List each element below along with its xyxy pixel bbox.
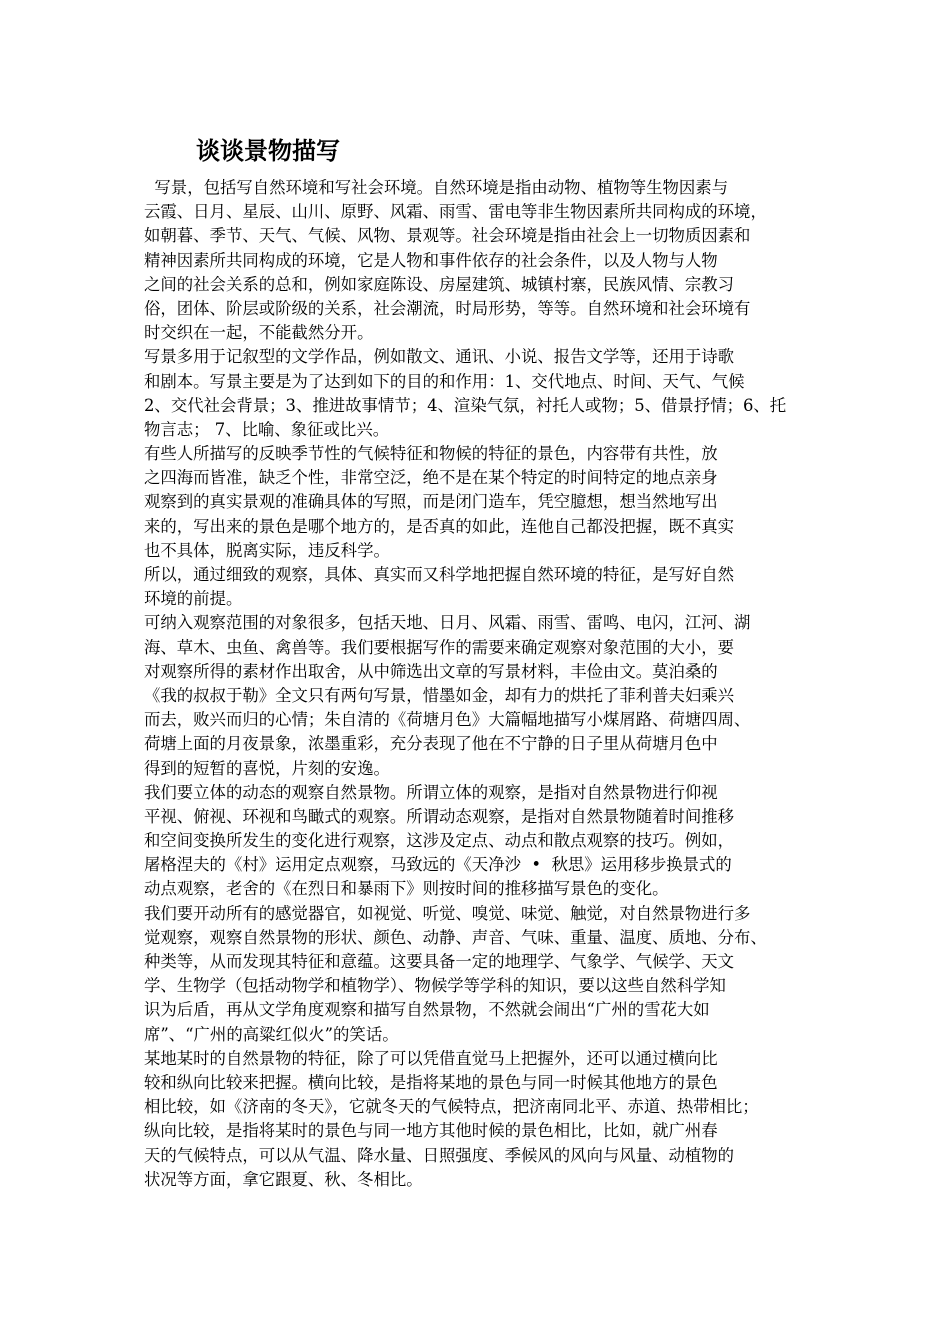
text-line: 平视、俯视、环视和鸟瞰式的观察。所谓动态观察，是指对自然景物随着时间推移 xyxy=(144,806,735,826)
text-line: 而去，败兴而归的心情；朱自清的《荷塘月色》大篇幅地描写小煤屑路、荷塘四周、 xyxy=(144,710,751,730)
text-line: 环境的前提。 xyxy=(144,589,243,609)
text-line: 和空间变换所发生的变化进行观察，这涉及定点、动点和散点观察的技巧。例如， xyxy=(144,831,735,851)
paragraph xyxy=(144,1047,824,1192)
text-line: 《我的叔叔于勒》全文只有两句写景，惜墨如金，却有力的烘托了菲利普夫妇乘兴 xyxy=(144,685,735,705)
paragraph xyxy=(144,781,824,902)
text-line: 荷塘上面的月夜景象，浓墨重彩，充分表现了他在不宁静的日子里从荷塘月色中 xyxy=(144,734,718,754)
text-line: 学、生物学（包括动物学和植物学）、物候学等学科的知识，要以这些自然科学知 xyxy=(144,976,726,996)
text-line: 种类等，从而发现其特征和意蕴。这要具备一定的地理学、气象学、气候学、天文 xyxy=(144,952,735,971)
paragraph xyxy=(144,442,824,563)
text-line: 和剧本。写景主要是为了达到如下的目的和作用：1、交代地点、时间、天气、气候 xyxy=(144,371,745,391)
text-line: 俗，团体、阶层或阶级的关系，社会潮流，时局形势，等等。自然环境和社会环境有 xyxy=(144,298,751,318)
text-line: 之间的社会关系的总和，例如家庭陈设、房屋建筑、城镇村寨，民族风情、宗教习 xyxy=(144,274,735,294)
text-line: 觉观察，观察自然景物的形状、颜色、动静、声音、气味、重量、温度、质地、分布、 xyxy=(144,927,767,947)
text-line: 所以，通过细致的观察，具体、真实而又科学地把握自然环境的特征，是写好自然 xyxy=(144,565,735,584)
text-line: 相比较，如《济南的冬天》，它就冬天的气候特点，把济南同北平、赤道、热带相比； xyxy=(144,1097,759,1117)
text-line: 可纳入观察范围的对象很多，包括天地、日月、风霜、雨雪、雷鸣、电闪，江河、湖 xyxy=(144,613,751,633)
text-line: 动点观察，老舍的《在烈日和暴雨下》则按时间的推移描写景色的变化。 xyxy=(144,879,669,899)
text-line: 席”、“广州的高粱红似火”的笑话。 xyxy=(144,1024,399,1044)
text-line: 识为后盾，再从文学角度观察和描写自然景物，不然就会闹出“广州的雪花大如 xyxy=(144,1000,710,1020)
text-line: 纵向比较，是指将某时的景色与同一地方其他时候的景色相比，比如，就广州春 xyxy=(144,1121,718,1141)
text-line: 状况等方面，拿它跟夏、秋、冬相比。 xyxy=(144,1169,423,1189)
document-title: 谈谈景物描写 xyxy=(196,137,340,165)
text-line: 来的，写出来的景色是哪个地方的，是否真的如此，连他自己都没把握，既不真实 xyxy=(144,516,735,536)
paragraph xyxy=(144,176,824,345)
text-line: 得到的短暂的喜悦，片刻的安逸。 xyxy=(144,758,390,778)
text-line: 写景，包括写自然环境和写社会环境。自然环境是指由动物、植物等生物因素与 xyxy=(144,178,729,197)
paragraph xyxy=(144,611,824,780)
text-line: 也不具体，脱离实际，违反科学。 xyxy=(144,540,390,560)
text-line: 物言志； 7、比喻、象征或比兴。 xyxy=(144,419,390,439)
text-line: 观察到的真实景观的准确具体的写照，而是闭门造车，凭空臆想，想当然地写出 xyxy=(144,492,718,512)
text-line: 天的气候特点，可以从气温、降水量、日照强度、季候风的风向与风量、动植物的 xyxy=(144,1145,735,1165)
text-line: 2、交代社会背景；3、推进故事情节；4、渲染气氛，衬托人或物；5、借景抒情；6、托 xyxy=(144,395,787,415)
text-line: 精神因素所共同构成的环境，它是人物和事件依存的社会条件，以及人物与人物 xyxy=(144,250,718,270)
text-line: 云霞、日月、星辰、山川、原野、风霜、雨雪、雷电等非生物因素所共同构成的环境， xyxy=(144,202,767,222)
document-body xyxy=(144,176,824,1192)
text-line: 时交织在一起，不能截然分开。 xyxy=(144,323,374,343)
text-line: 对观察所得的素材作出取舍，从中筛选出文章的写景材料，丰俭由文。莫泊桑的 xyxy=(144,661,718,681)
text-line: 如朝暮、季节、天气、气候、风物、景观等。社会环境是指由社会上一切物质因素和 xyxy=(144,226,751,246)
text-line: 屠格涅夫的《村》运用定点观察，马致远的《天净沙 • 秋思》运用移步换景式的 xyxy=(144,855,732,875)
paragraph xyxy=(144,563,824,611)
text-line: 较和纵向比较来把握。横向比较，是指将某地的景色与同一时候其他地方的景色 xyxy=(144,1072,718,1092)
text-line: 写景多用于记叙型的文学作品，例如散文、通讯、小说、报告文学等，还用于诗歌 xyxy=(144,347,735,367)
text-line: 某地某时的自然景物的特征，除了可以凭借直觉马上把握外，还可以通过横向比 xyxy=(144,1048,718,1068)
paragraph xyxy=(144,902,824,1047)
paragraph xyxy=(144,345,824,442)
text-line: 我们要开动所有的感觉器官，如视觉、听觉、嗅觉、味觉、触觉，对自然景物进行多 xyxy=(144,903,751,923)
text-line: 之四海而皆准，缺乏个性，非常空泛，绝不是在某个特定的时间特定的地点亲身 xyxy=(144,468,718,488)
text-line: 有些人所描写的反映季节性的气候特征和物候的特征的景色，内容带有共性，放 xyxy=(144,444,718,464)
text-line: 我们要立体的动态的观察自然景物。所谓立体的观察，是指对自然景物进行仰视 xyxy=(144,782,718,802)
text-line: 海、草木、虫鱼、禽兽等。我们要根据写作的需要来确定观察对象范围的大小，要 xyxy=(144,637,735,657)
